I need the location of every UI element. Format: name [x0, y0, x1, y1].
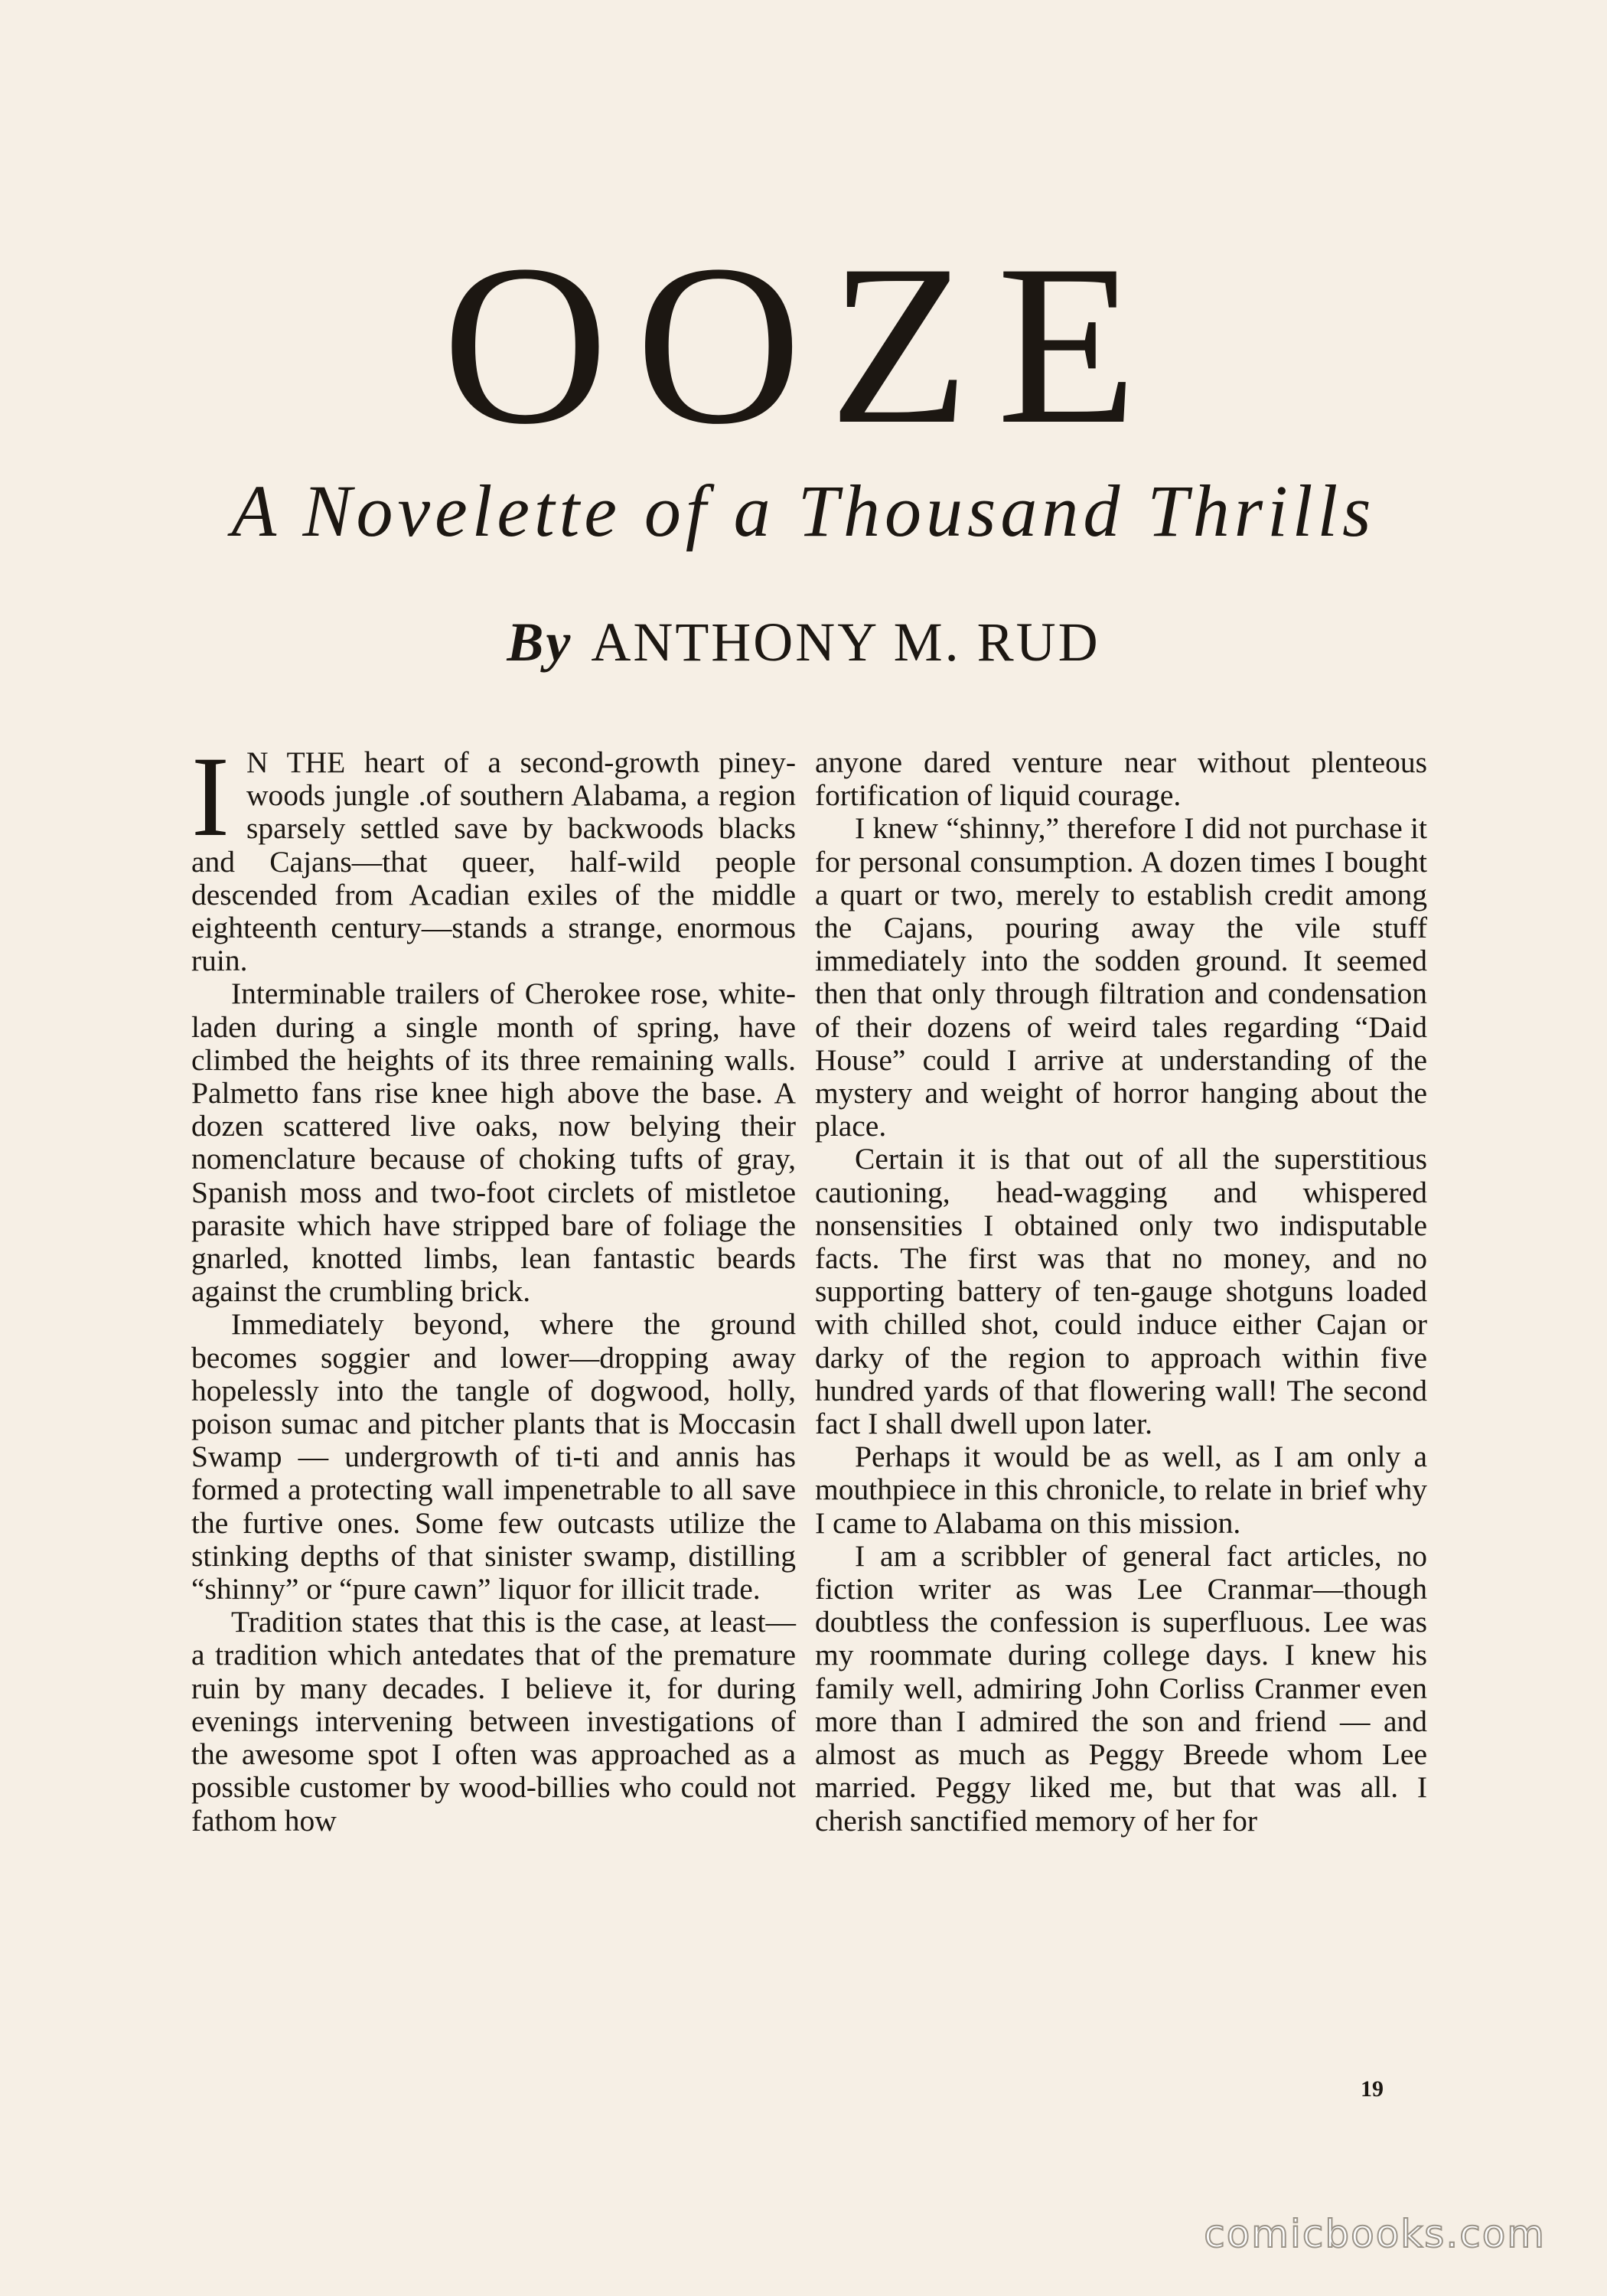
watermark: comicbooks.com [1204, 2212, 1546, 2256]
paragraph: I am a scribbler of general fact articles, no fiction writer as was Lee Cranmar—though doubtless the confession is superfluous. Lee was my roommate during college days. I knew his family well, admiring John Corliss Cranmer even more than I admired the son and friend — and almost as much as Peggy Breede whom Lee married. Peggy liked me, but that was all. I cherish sanctified memory of her for [815, 1538, 1427, 1838]
story-subtitle: A Novelette of a Thousand Thrills [231, 470, 1376, 552]
author-name: ANTHONY M. RUD [591, 612, 1100, 673]
paragraph: Perhaps it would be as well, as I am only a mouthpiece in this chronicle, to relate in brief why I came to Alabama on this mission. [815, 1440, 1427, 1540]
paragraph [191, 733, 796, 978]
paragraph: Immediately beyond, where the ground becomes soggier and lower—dropping away hopelessly into the tangle of dogwood, holly, poison sumac and pitcher plants that is Moccasin Swamp — undergrowth of ti-ti and annis has formed a protecting wall impenetrable to all save the furtive ones. Some few outcasts utilize the stinking depths of that sinister swamp, distilling “shinny” or “pure cawn” liquor for illicit trade. [191, 1307, 796, 1606]
byline [0, 612, 1607, 673]
story-title: OOZE [442, 217, 1165, 471]
left-column [191, 733, 796, 1838]
right-column [815, 746, 1427, 1838]
paragraph: Certain it is that out of all the superstitious cautioning, head-wagging and whispered nonsensities I obtained only two indisputable facts. The first was that no money, and no supporting battery of ten-gauge shotguns loaded with chilled shot, could induce either Cajan or darky of the region to approach within five hundred yards of that flowering wall! The second fact I shall dwell upon later. [815, 1142, 1427, 1441]
byline-prefix: By [507, 612, 573, 673]
paragraph: Interminable trailers of Cherokee rose, white-laden during a single month of spring, have climbed the heights of its three remaining walls. Palmetto fans rise knee high above the base. A dozen scattered live oaks, now belying their nomenclature because of choking tufts of gray, Spanish moss and two-foot circlets of mistletoe parasite which have stripped bare of foliage the gnarled, knotted limbs, lean fantastic beards against the crumbling brick. [191, 977, 796, 1309]
page-number: 19 [1361, 2076, 1384, 2102]
drop-cap: I [191, 733, 230, 860]
paragraph-text: N THE heart of a second-growth piney-woods jungle .of southern Alabama, a region sparsely settled save by backwoods blacks and Cajans—that queer, half-wild people descended from Acadian exiles of the middle eighteenth century—stands a strange, enormous ruin. [191, 745, 796, 978]
paragraph: Tradition states that this is the case, at least—a tradition which antedates that of the premature ruin by many decades. I believe it, for during evenings intervening between investigations of the awesome spot I often was approached as a possible customer by wood-billies who could not fathom how [191, 1605, 796, 1838]
paragraph: anyone dared venture near without plenteous fortification of liquid courage. [815, 745, 1427, 813]
paragraph: I knew “shinny,” therefore I did not purchase it for personal consumption. A dozen times I bought a quart or two, merely to establish credit among the Cajans, pouring away the vile stuff immediately into the sodden ground. It seemed then that only through filtration and condensation of their dozens of weird tales regarding “Daid House” could I arrive at understanding of the mystery and weight of horror hanging about the place. [815, 811, 1427, 1143]
